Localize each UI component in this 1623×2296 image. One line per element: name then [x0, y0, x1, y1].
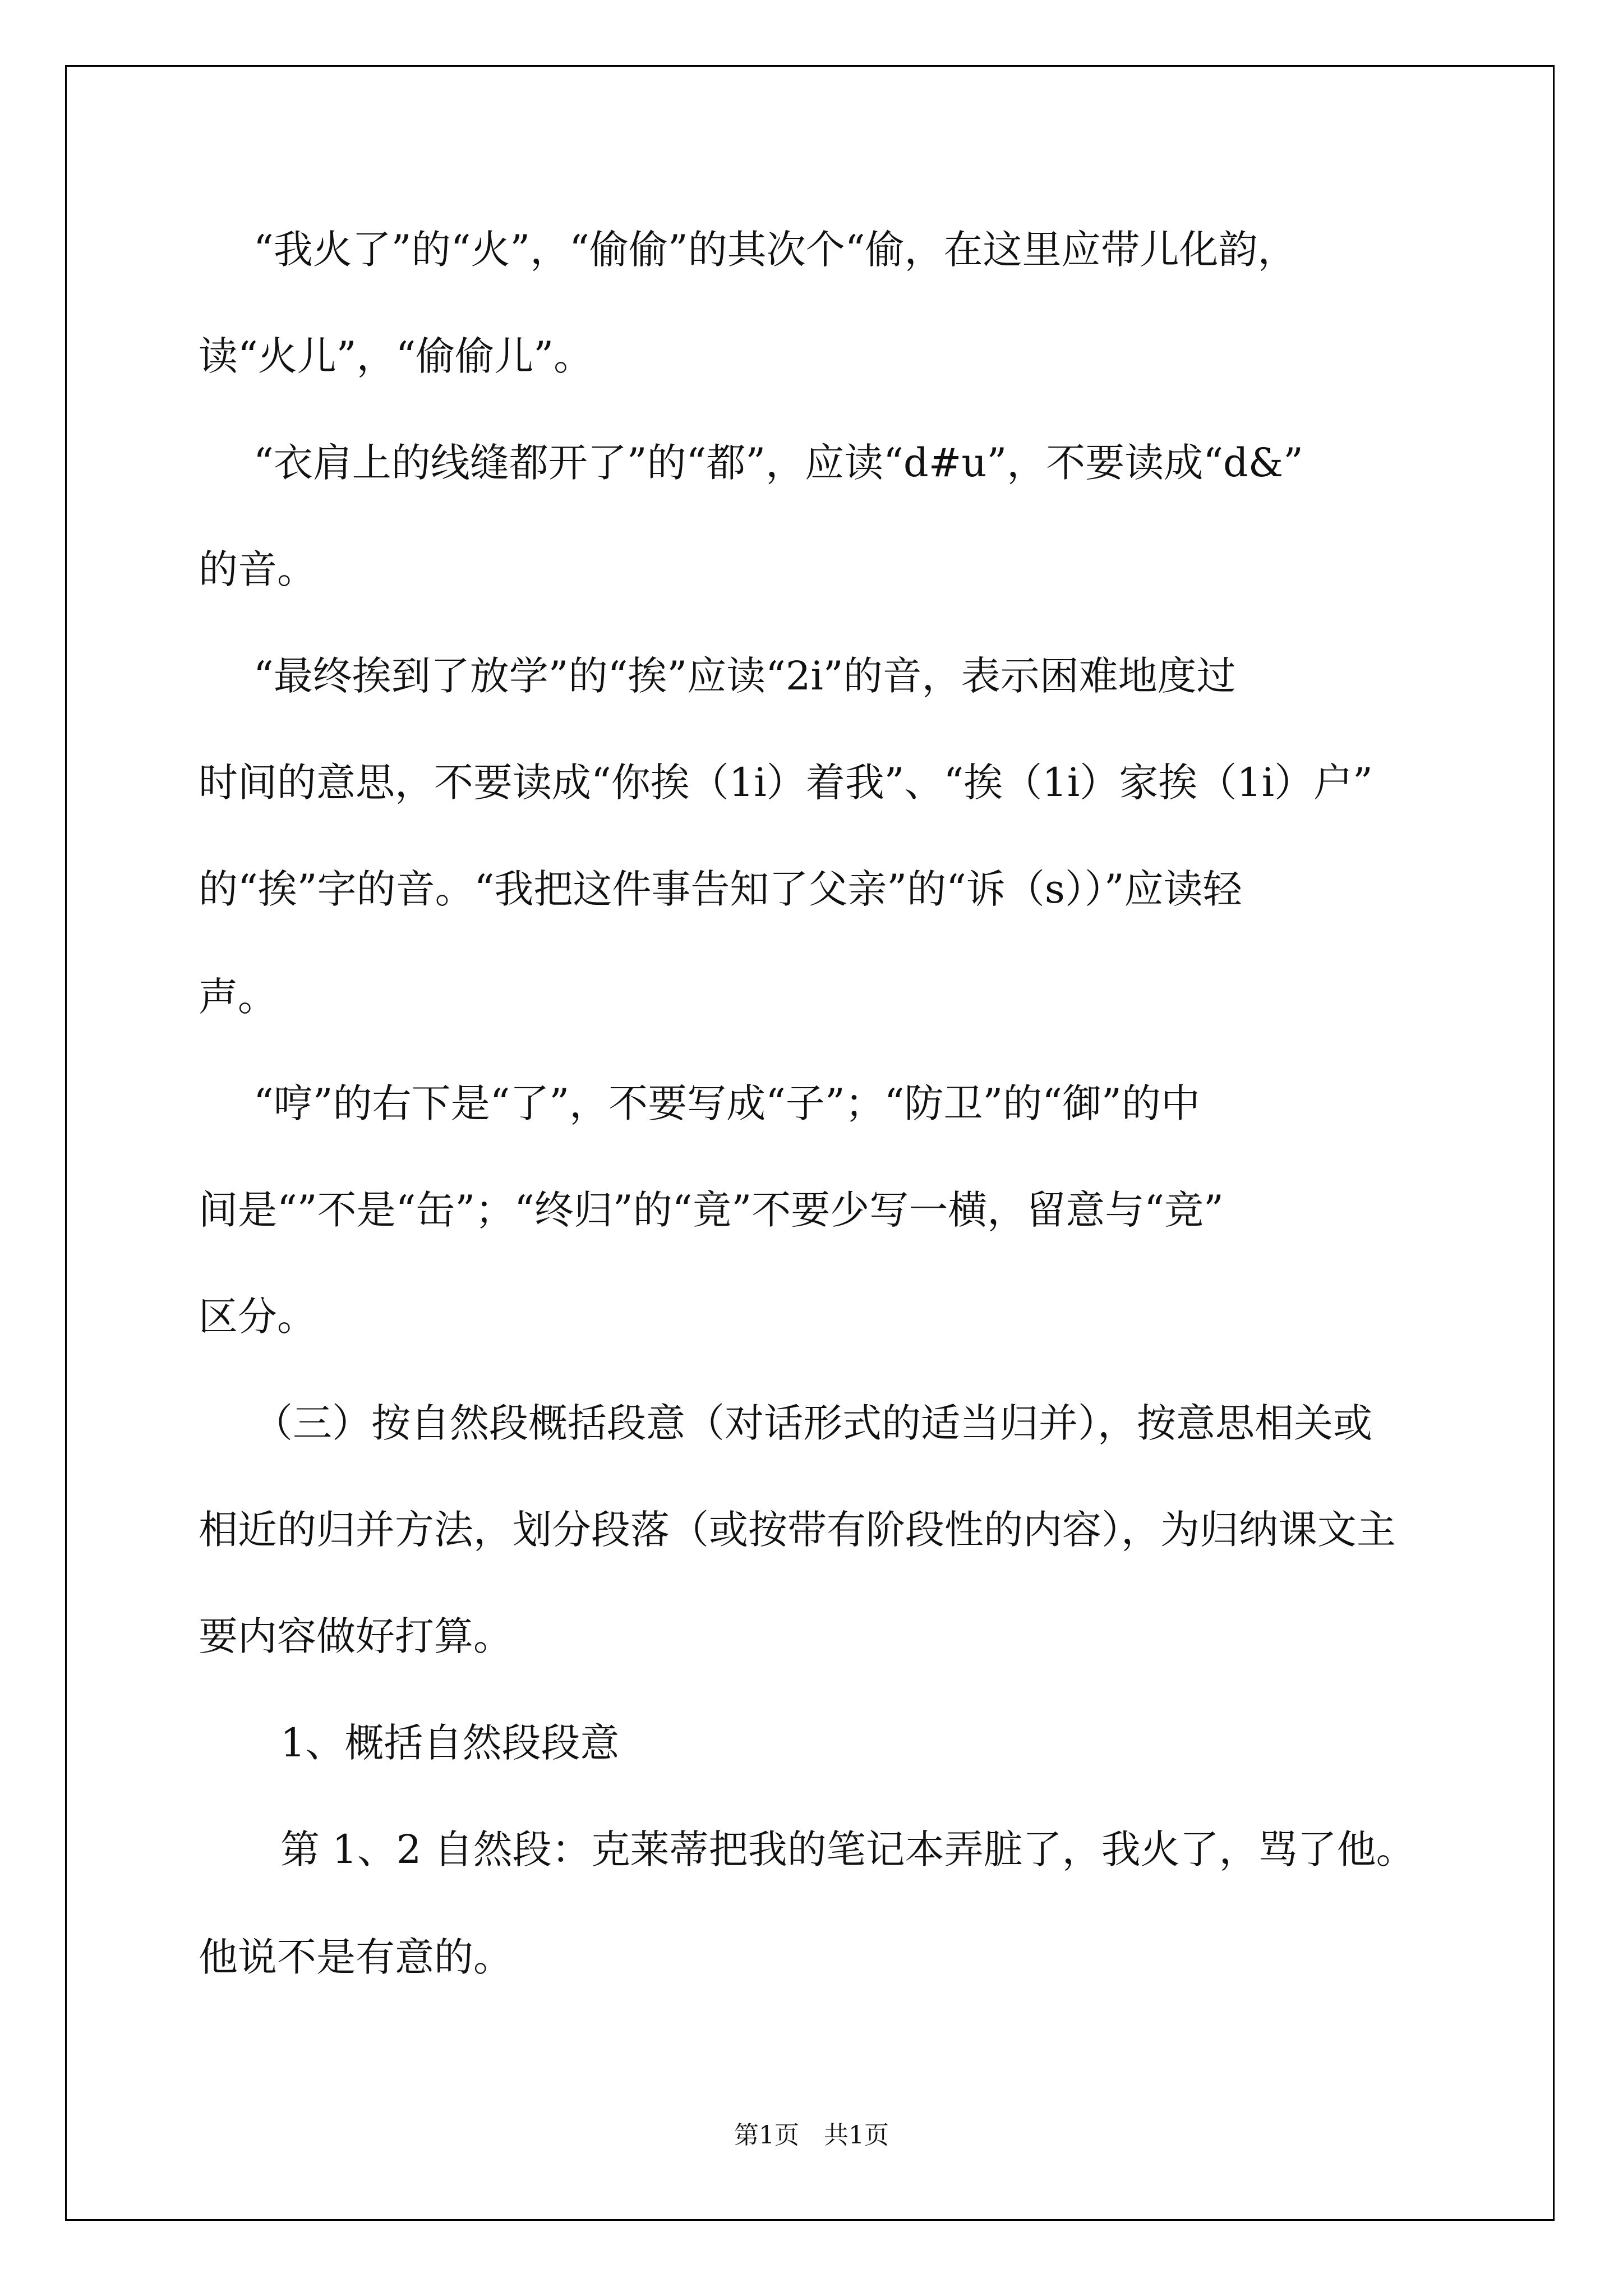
body-line-12: （三）按自然段概括段意（对话形式的适当归并），按意思相关或 — [253, 1400, 1372, 1446]
body-line-9: “哼”的右下是“了”，不要写成“子”；“防卫”的“御”的中 — [253, 1080, 1200, 1126]
body-line-13: 相近的归并方法，划分段落（或按带有阶段性的内容），为归纳课文主 — [199, 1507, 1396, 1553]
body-line-15: 1、概括自然段段意 — [280, 1720, 620, 1766]
body-line-6: 时间的意思，不要读成“你挨（1i）着我”、“挨（1i）家挨（1i）户” — [199, 760, 1373, 806]
body-line-1: “我火了”的“火”，“偷偷”的其次个“偷，在这里应带儿化韵， — [253, 227, 1297, 273]
body-line-7: 的“挨”字的音。“我把这件事告知了父亲”的“诉（s））”应读轻 — [199, 866, 1242, 912]
body-line-4: 的音。 — [199, 546, 316, 592]
body-line-17: 他说不是有意的。 — [199, 1934, 513, 1980]
body-line-5: “最终挨到了放学”的“挨”应读“2i”的音，表示困难地度过 — [253, 653, 1236, 699]
body-line-11: 区分。 — [199, 1294, 316, 1340]
page-number-footer: 第1页 共1页 — [734, 2121, 889, 2150]
body-line-8: 声。 — [199, 974, 277, 1020]
body-line-3: “衣肩上的线缝都开了”的“都”，应读“d#u”，不要读成“d&” — [253, 440, 1303, 486]
body-line-16: 第 1、2 自然段：克莱蒂把我的笔记本弄脏了，我火了，骂了他。 — [280, 1826, 1415, 1872]
body-line-2: 读“火儿”，“偷偷儿”。 — [199, 333, 593, 379]
body-line-10: 间是“”不是“缶”；“终归”的“竟”不要少写一横，留意与“竞” — [199, 1187, 1224, 1233]
page-border — [65, 65, 1555, 2221]
body-line-14: 要内容做好打算。 — [199, 1613, 513, 1659]
